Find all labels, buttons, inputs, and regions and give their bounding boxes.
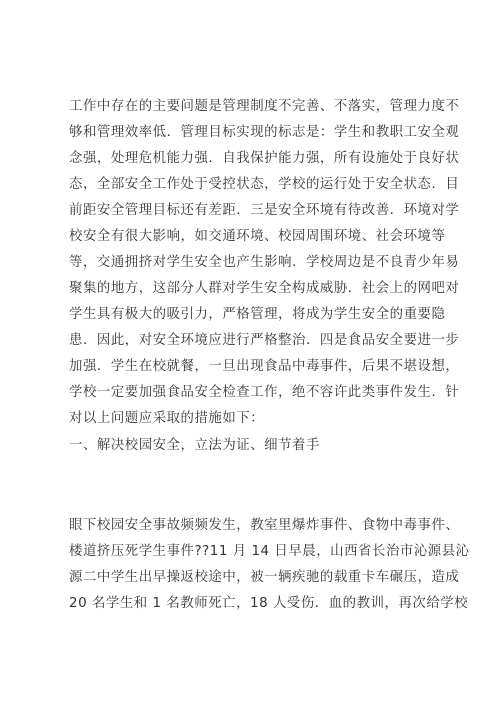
text-line: 学生具有极大的吸引力，严格管理，将成为学生安全的重要隐: [69, 307, 446, 322]
text-line: 前距安全管理目标还有差距．三是安全环境有待改善．环境对学: [69, 203, 460, 218]
body-paragraph-problems: [69, 94, 460, 432]
text-line: 校安全有很大影响，如交通环境、校园周围环境、社会环境等: [69, 229, 446, 244]
section-heading: 一、解决校园安全，立法为证、细节着手: [69, 438, 320, 453]
text-line: 态，全部安全工作处于受控状态，学校的运行处于安全状态．目: [69, 177, 460, 192]
text-line: 聚集的地方，这部分人群对学生安全构成威胁．社会上的网吧对: [69, 281, 460, 296]
text-line: 工作中存在的主要问题是管理制度不完善、不落实，管理力度不: [69, 99, 460, 114]
body-paragraph-incident: [69, 513, 470, 617]
text-line: 等，交通拥挤对学生安全也产生影响．学校周边是不良青少年易: [69, 255, 460, 270]
text-line: 源二中学生出早操返校途中，被一辆疾驰的载重卡车碾压，造成: [69, 570, 460, 585]
text-line: 念强，处理危机能力强．自我保护能力强，所有设施处于良好状: [69, 151, 460, 166]
text-line: 对以上问题应采取的措施如下：: [69, 411, 265, 426]
text-line: 楼道挤压死学生事件??11 月 14 日早晨，山西省长治市沁源县沁: [69, 544, 470, 559]
text-line: 够和管理效率低．管理目标实现的标志是：学生和教职工安全观: [69, 125, 460, 140]
text-line: 眼下校园安全事故频频发生，教室里爆炸事件、食物中毒事件、: [69, 518, 460, 533]
text-line: 加强．学生在校就餐，一旦出现食品中毒事件，后果不堪设想，: [69, 359, 460, 374]
text-line: 患．因此，对安全环境应进行严格整治．四是食品安全要进一步: [69, 333, 460, 348]
text-line: 20 名学生和 1 名教师死亡，18 人受伤．血的教训，再次给学校: [69, 596, 469, 611]
text-line: 学校一定要加强食品安全检查工作，绝不容许此类事件发生．针: [69, 385, 460, 400]
